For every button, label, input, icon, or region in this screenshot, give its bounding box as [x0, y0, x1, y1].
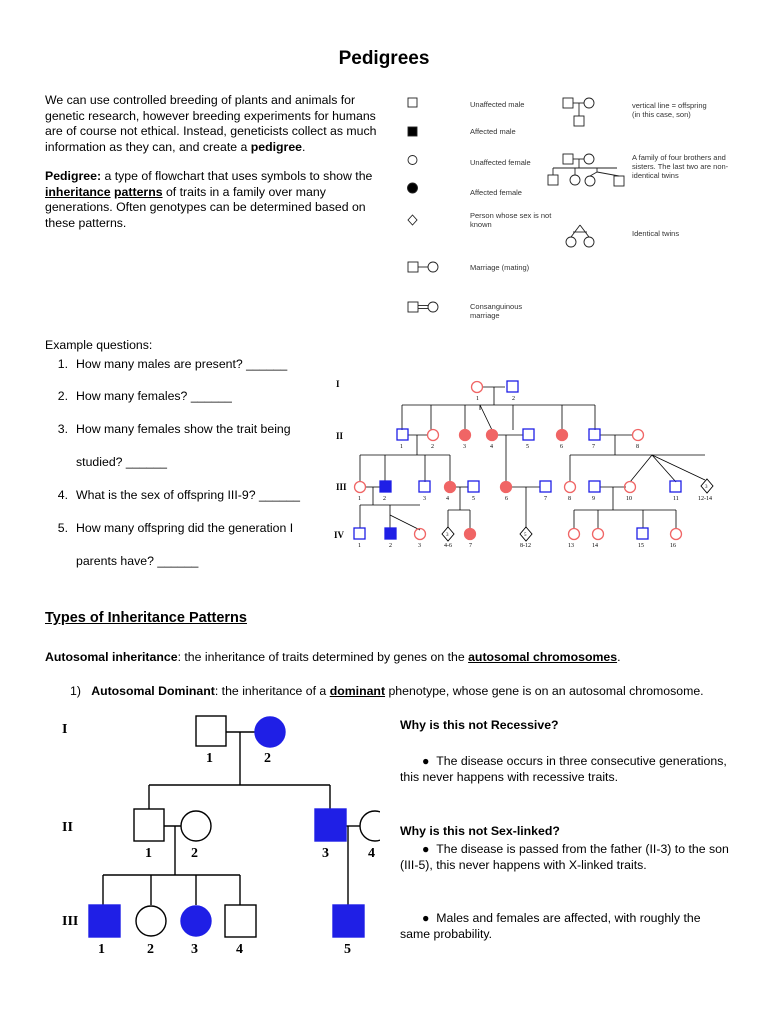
svg-text:1: 1: [476, 396, 479, 402]
intro-paragraph-2: Pedigree: a type of flowchart that uses symbols to show the inheritance patterns of traits in a family over many generations. Often genotypes can be determined based on these patterns.: [45, 169, 373, 230]
unknown-sex-symbol: [408, 215, 417, 225]
svg-text:15: 15: [638, 543, 644, 549]
question-item: 2. How many females? ______: [57, 389, 232, 403]
question-item: parents have? ______: [76, 554, 199, 568]
svg-text:10: 10: [626, 496, 632, 502]
svg-text:4: 4: [368, 846, 375, 861]
svg-text:8: 8: [568, 496, 571, 502]
svg-text:13: 13: [568, 543, 574, 549]
svg-text:2: 2: [389, 543, 392, 549]
svg-text:5: 5: [526, 444, 529, 450]
marriage-male: [408, 262, 418, 272]
svg-text:5: 5: [344, 942, 351, 957]
page-title: Pedigrees: [338, 48, 430, 69]
svg-text:14: 14: [592, 543, 598, 549]
legend-consanguineous: Consanguinous marriage: [470, 302, 523, 320]
svg-text:4: 4: [446, 496, 449, 502]
generation-label: I: [62, 722, 68, 737]
svg-text:1: 1: [400, 444, 403, 450]
question-item: 1. How many males are present? ______: [57, 357, 288, 371]
explanation-recessive: ● The disease occurs in three consecutive generations, this never happens with recessive traits.: [400, 754, 727, 784]
affected-female-symbol: [408, 183, 418, 193]
svg-text:2: 2: [191, 846, 198, 861]
svg-text:8-12: 8-12: [520, 543, 531, 549]
question-item: studied? ______: [76, 455, 167, 469]
svg-text:5: 5: [524, 533, 527, 538]
generation-label: III: [62, 914, 79, 929]
svg-text:9: 9: [592, 496, 595, 502]
question-item: 4. What is the sex of offspring III-9? ______: [57, 488, 300, 502]
explanation-both-sexes: ● Males and females are affected, with roughly the same probability.: [400, 911, 701, 941]
question-item: 3. How many females show the trait being: [57, 422, 291, 436]
consanguineous-male: [408, 302, 418, 312]
svg-text:4-6: 4-6: [444, 543, 452, 549]
autosomal-definition: Autosomal inheritance: the inheritance of traits determined by genes on the autosomal chromosomes.: [45, 650, 621, 664]
svg-text:1: 1: [358, 496, 361, 502]
svg-text:6: 6: [560, 444, 563, 450]
svg-text:1: 1: [145, 846, 152, 861]
explanation-heading-recessive: Why is this not Recessive?: [400, 718, 559, 732]
svg-text:3: 3: [423, 496, 426, 502]
svg-text:1: 1: [206, 751, 213, 766]
example-questions: [45, 338, 335, 569]
svg-text:2: 2: [264, 751, 271, 766]
svg-text:2: 2: [147, 942, 154, 957]
legend-identical-twins: Identical twins: [632, 229, 680, 238]
intro-paragraph-1: We can use controlled breeding of plants and animals for genetic research, however breeding experiments for humans are of course not ethical. Instead, geneticists collect as much information as they can, and create a pedigree.: [45, 93, 377, 154]
generation-label: IV: [334, 530, 345, 540]
unaffected-female-symbol: [408, 156, 417, 165]
generation-label: II: [336, 431, 344, 441]
legend-marriage: Marriage (mating): [470, 263, 530, 272]
svg-text:8: 8: [636, 444, 639, 450]
svg-text:4: 4: [236, 942, 243, 957]
svg-text:5: 5: [472, 496, 475, 502]
generation-label: II: [62, 820, 73, 835]
svg-text:3: 3: [191, 942, 198, 957]
svg-text:3: 3: [322, 846, 329, 861]
svg-text:3: 3: [418, 543, 421, 549]
generation-label: III: [336, 482, 347, 492]
pedigree-legend: [395, 92, 765, 342]
legend-offspring-note: vertical line = offspring (in this case, son): [632, 101, 707, 119]
legend-unknown-sex: Person whose sex is not known: [470, 211, 552, 229]
svg-text:2: 2: [512, 396, 515, 402]
svg-text:16: 16: [670, 543, 676, 549]
svg-text:7: 7: [544, 496, 547, 502]
svg-text:1: 1: [358, 543, 361, 549]
svg-text:12-14: 12-14: [698, 496, 712, 502]
svg-text:7: 7: [592, 444, 595, 450]
autosomal-dominant-definition: 1) Autosomal Dominant: the inheritance of a dominant phenotype, whose gene is on an autosomal chromosome.: [70, 684, 704, 698]
explanation-sex-linked: ● The disease is passed from the father (II-3) to the son (III-5), this never happens with X-linked traits.: [400, 842, 729, 872]
svg-text:2: 2: [383, 496, 386, 502]
svg-text:2: 2: [431, 444, 434, 450]
svg-text:11: 11: [673, 496, 679, 502]
example-heading: Example questions:: [45, 338, 153, 352]
svg-text:4: 4: [490, 444, 493, 450]
autosomal-dominant-pedigree: [50, 705, 380, 965]
svg-text:3: 3: [463, 444, 466, 450]
svg-text:6: 6: [505, 496, 508, 502]
unaffected-male-symbol: [408, 98, 417, 107]
legend-unaffected-male: Unaffected male: [470, 100, 525, 109]
legend-family-note: A family of four brothers and sisters. The last two are non-identical twins: [632, 153, 729, 180]
generation-label: I: [336, 379, 340, 389]
affected-male-symbol: [408, 127, 417, 136]
legend-affected-female: Affected female: [470, 188, 522, 197]
intro-text: [45, 93, 390, 245]
explanation-heading-sex-linked: Why is this not Sex-linked?: [400, 824, 560, 838]
svg-text:1: 1: [98, 942, 105, 957]
question-item: 5. How many offspring did the generation I: [57, 521, 294, 535]
section-title: Types of Inheritance Patterns: [45, 610, 247, 626]
svg-text:7: 7: [469, 543, 472, 549]
legend-affected-male: Affected male: [470, 127, 516, 136]
svg-text:3: 3: [446, 533, 449, 538]
example-pedigree: [330, 370, 730, 560]
legend-unaffected-female: Unaffected female: [470, 158, 531, 167]
svg-text:3: 3: [705, 485, 708, 490]
